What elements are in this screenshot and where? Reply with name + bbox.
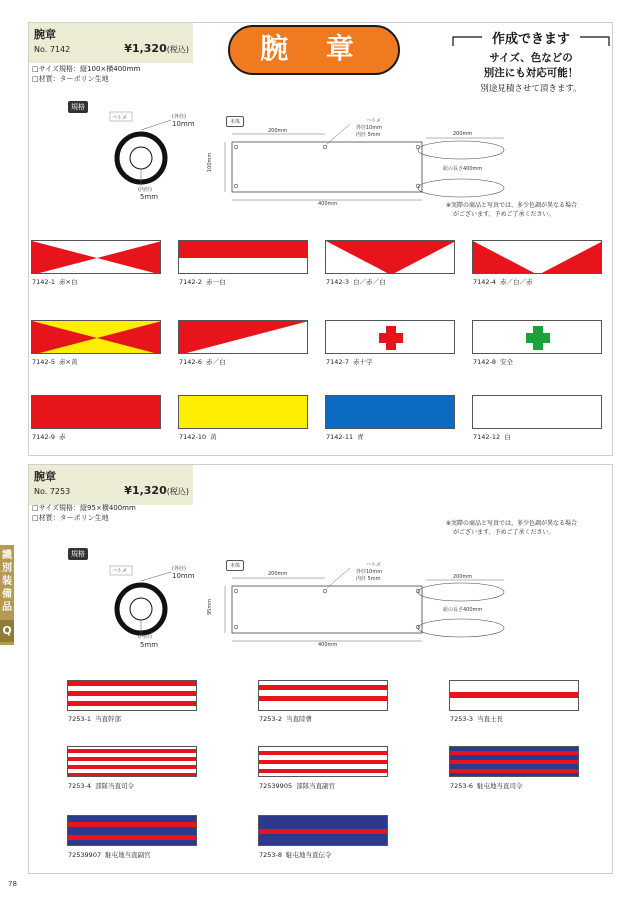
product-image-7142-11 <box>325 395 455 429</box>
section-7253-header <box>29 465 193 505</box>
spec-list <box>32 503 136 523</box>
inner-diameter-label: (内径) <box>138 634 152 640</box>
product-image-7253-4 <box>67 746 197 777</box>
outer-diameter-value: 10mm <box>172 572 195 580</box>
product-image-7253-2 <box>258 680 388 711</box>
product-image-7142-12 <box>472 395 602 429</box>
spec-tag: 規格 <box>68 101 88 113</box>
dim-400: 400mm <box>318 642 338 648</box>
inner-diameter-value: 5mm <box>140 193 159 201</box>
product-image-72539907 <box>67 815 197 846</box>
outer-diameter-label: (外径) <box>172 114 186 120</box>
inner-diameter-value: 5mm <box>140 641 159 649</box>
product-caption-7253-2: 7253-2 当直陸曹 <box>259 715 313 723</box>
product-number: No. 7253 <box>34 487 71 496</box>
category-side-tab: 識別装備品 <box>0 545 14 645</box>
product-caption-7142-8: 7142-8 安全 <box>473 358 514 366</box>
product-caption-7142-3: 7142-3 白／赤／白 <box>326 278 386 286</box>
grommet-label: ハトメ <box>112 568 127 574</box>
dim-200-right: 200mm <box>453 574 473 580</box>
spec-size: □サイズ規格：縦100×横400mm <box>32 65 141 73</box>
product-caption-7142-6: 7142-6 赤／白 <box>179 358 226 366</box>
product-caption-7253-4: 7253-4 部隊当直司令 <box>68 782 135 790</box>
product-image-7142-5 <box>31 320 161 354</box>
hatome-outer: 外径10mm <box>356 569 383 575</box>
product-caption-7142-12: 7142-12 白 <box>473 433 511 441</box>
product-price: ¥1,320(税込) <box>124 484 189 497</box>
product-number: No. 7142 <box>34 45 71 54</box>
product-image-7253-3 <box>449 680 579 711</box>
product-image-72539905 <box>258 746 388 777</box>
dim-height: 100mm <box>207 152 213 172</box>
spec-material: □材質：ターポリン生地 <box>32 514 109 522</box>
body-tag: 本体 <box>226 116 244 127</box>
product-image-7253-6 <box>449 746 579 777</box>
dim-height: 95mm <box>207 598 213 615</box>
product-caption-7253-1: 7253-1 当直幹部 <box>68 715 122 723</box>
hatome-inner: 内径 5mm <box>356 132 381 138</box>
product-caption-7142-5: 7142-5 赤×黄 <box>32 358 78 366</box>
outer-diameter-value: 10mm <box>172 120 195 128</box>
dim-200-left: 200mm <box>268 571 288 577</box>
notice-heading: 作成できます <box>491 32 570 47</box>
product-image-7142-3 <box>325 240 455 274</box>
hatome-outer: 外径10mm <box>356 125 383 131</box>
product-title: 腕章 <box>34 470 56 483</box>
product-price: ¥1,320(税込) <box>124 42 189 55</box>
color-note: ※実際の商品と写真では、多少色調が異なる場合 がございます。予めご了承ください。 <box>446 520 578 536</box>
ring-note: 紐の長さ400mm <box>443 607 483 613</box>
product-title: 腕章 <box>34 28 56 41</box>
page-title-banner: 腕 章 <box>228 25 400 75</box>
notice-line-3: 別途見積させて頂きます。 <box>480 84 582 94</box>
spec-list <box>32 64 140 84</box>
product-caption-7142-7: 7142-7 赤十字 <box>326 358 373 366</box>
product-caption-7253-8: 7253-8 駐屯地当直伝令 <box>259 851 332 859</box>
grommet-label: ハトメ <box>112 115 127 121</box>
spec-material: □材質：ターポリン生地 <box>32 75 109 83</box>
product-image-7142-1 <box>31 240 161 274</box>
product-image-7142-4 <box>472 240 602 274</box>
spec-size: □サイズ規格：縦95×横400mm <box>32 504 136 512</box>
body-tag: 本体 <box>226 560 244 571</box>
product-caption-7142-2: 7142-2 赤一白 <box>179 278 226 286</box>
section-7142-header <box>29 23 193 63</box>
hatome-inner: 内径 5mm <box>356 576 381 582</box>
category-letter: Q <box>0 620 14 642</box>
product-image-7142-10 <box>178 395 308 429</box>
spec-tag: 規格 <box>68 548 88 560</box>
product-caption-7142-10: 7142-10 黄 <box>179 433 217 441</box>
dim-200-right: 200mm <box>453 131 473 137</box>
color-note: ※実際の商品と写真では、多少色調が異なる場合 がございます。予めご了承ください。 <box>446 202 578 218</box>
inner-diameter-label: (内径) <box>138 187 152 193</box>
dim-400: 400mm <box>318 201 338 207</box>
outer-diameter-label: (外径) <box>172 566 186 572</box>
product-caption-72539907: 72539907 駐屯地当直副官 <box>68 851 151 859</box>
product-caption-7142-9: 7142-9 赤 <box>32 433 66 441</box>
section-7142 <box>28 22 613 456</box>
hatome-note: ハトメ <box>366 562 381 568</box>
notice-line-1: サイズ、色などの <box>489 52 573 64</box>
product-caption-7142-1: 7142-1 赤×白 <box>32 278 78 286</box>
product-image-7142-2 <box>178 240 308 274</box>
product-caption-7253-6: 7253-6 駐屯地当直司令 <box>450 782 523 790</box>
product-caption-7142-11: 7142-11 青 <box>326 433 364 441</box>
product-caption-7253-3: 7253-3 当直士長 <box>450 715 504 723</box>
dim-200-left: 200mm <box>268 128 288 134</box>
product-image-7253-8 <box>258 815 388 846</box>
product-image-7142-9 <box>31 395 161 429</box>
product-image-7142-7 <box>325 320 455 354</box>
hatome-note: ハトメ <box>366 118 381 124</box>
notice-line-2: 別注にも対応可能！ <box>483 67 579 79</box>
product-image-7253-1 <box>67 680 197 711</box>
ring-note: 紐の長さ400mm <box>443 166 483 172</box>
product-caption-72539905: 72539905 部隊当直副官 <box>259 782 336 790</box>
page-number: 78 <box>8 880 17 888</box>
product-image-7142-8 <box>472 320 602 354</box>
product-caption-7142-4: 7142-4 赤／白／赤 <box>473 278 533 286</box>
product-image-7142-6 <box>178 320 308 354</box>
